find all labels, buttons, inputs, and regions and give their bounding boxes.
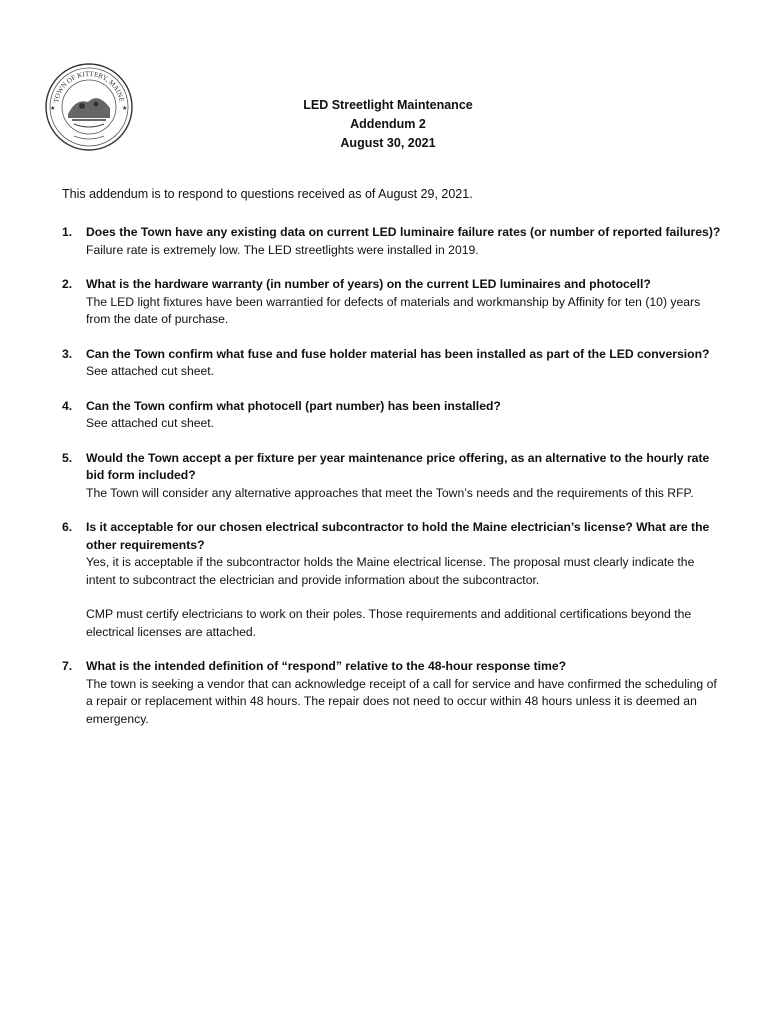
question-text: Would the Town accept a per fixture per year maintenance price offering, as an alternative to the hourly rate bid form included?: [86, 450, 710, 482]
answer-text: Failure rate is extremely low. The LED streetlights were installed in 2019.: [86, 242, 479, 257]
intro-paragraph: This addendum is to respond to questions received as of August 29, 2021.: [62, 187, 473, 201]
qa-number: 4.: [62, 398, 73, 413]
answer-text: The town is seeking a vendor that can acknowledge receipt of a call for service and have confirmed the scheduling of a repair or replacement within 48 hours. The repair does not need to occur within 48 hours unless it is deemed an emergency.: [86, 676, 717, 726]
qa-item: [62, 346, 722, 381]
answer-text: Yes, it is acceptable if the subcontractor holds the Maine electrical license. The proposal must clearly indicate the intent to subcontract the electrician and provide information about the subcontractor.: [86, 555, 695, 587]
answer-text: The LED light fixtures have been warrantied for defects of materials and workmanship by Affinity for ten (10) years from the date of purchase.: [86, 294, 701, 326]
document-title: LED Streetlight Maintenance: [303, 98, 473, 112]
qa-number: 1.: [62, 225, 73, 239]
answer-text: See attached cut sheet.: [86, 364, 215, 378]
qa-number: 6.: [62, 520, 73, 534]
qa-item: [62, 658, 722, 728]
qa-item: [62, 224, 722, 259]
qa-item: [62, 398, 722, 433]
qa-number: 2.: [62, 277, 73, 291]
question-text: Can the Town confirm what fuse and fuse holder material has been installed as part of the LED conversion?: [86, 346, 710, 361]
question-text: Is it acceptable for our chosen electrical subcontractor to hold the Maine electrician’s license? What are the other requirements?: [86, 520, 710, 552]
qa-item: [62, 519, 722, 641]
answer-text: The Town will consider any alternative approaches that meet the Town’s needs and the requirements of this RFP.: [86, 485, 694, 500]
qa-number: 5.: [62, 450, 73, 465]
document-subtitle: Addendum 2: [350, 117, 426, 131]
answer-text: See attached cut sheet.: [86, 416, 215, 430]
qa-number: 7.: [62, 659, 73, 673]
svg-text:★: ★: [50, 106, 56, 112]
question-text: Can the Town confirm what photocell (part number) has been installed?: [86, 398, 501, 413]
document-date: August 30, 2021: [340, 136, 436, 150]
question-text: What is the intended definition of “respond” relative to the 48-hour response time?: [86, 659, 567, 673]
qa-item: [62, 276, 722, 329]
qa-item: [62, 450, 722, 503]
svg-text:★: ★: [122, 106, 128, 112]
question-text: Does the Town have any existing data on current LED luminaire failure rates (or number of reported failures)?: [86, 225, 721, 239]
answer-text: CMP must certify electricians to work on their poles. Those requirements and additional certifications beyond the electrical licenses are attached.: [86, 607, 692, 639]
qa-list: [62, 224, 722, 728]
document-header: [0, 96, 770, 153]
question-text: What is the hardware warranty (in number of years) on the current LED luminaires and photocell?: [86, 277, 651, 291]
svg-text:TOWN OF KITTERY, MAINE: TOWN OF KITTERY, MAINE: [52, 69, 126, 104]
qa-number: 3.: [62, 346, 73, 361]
